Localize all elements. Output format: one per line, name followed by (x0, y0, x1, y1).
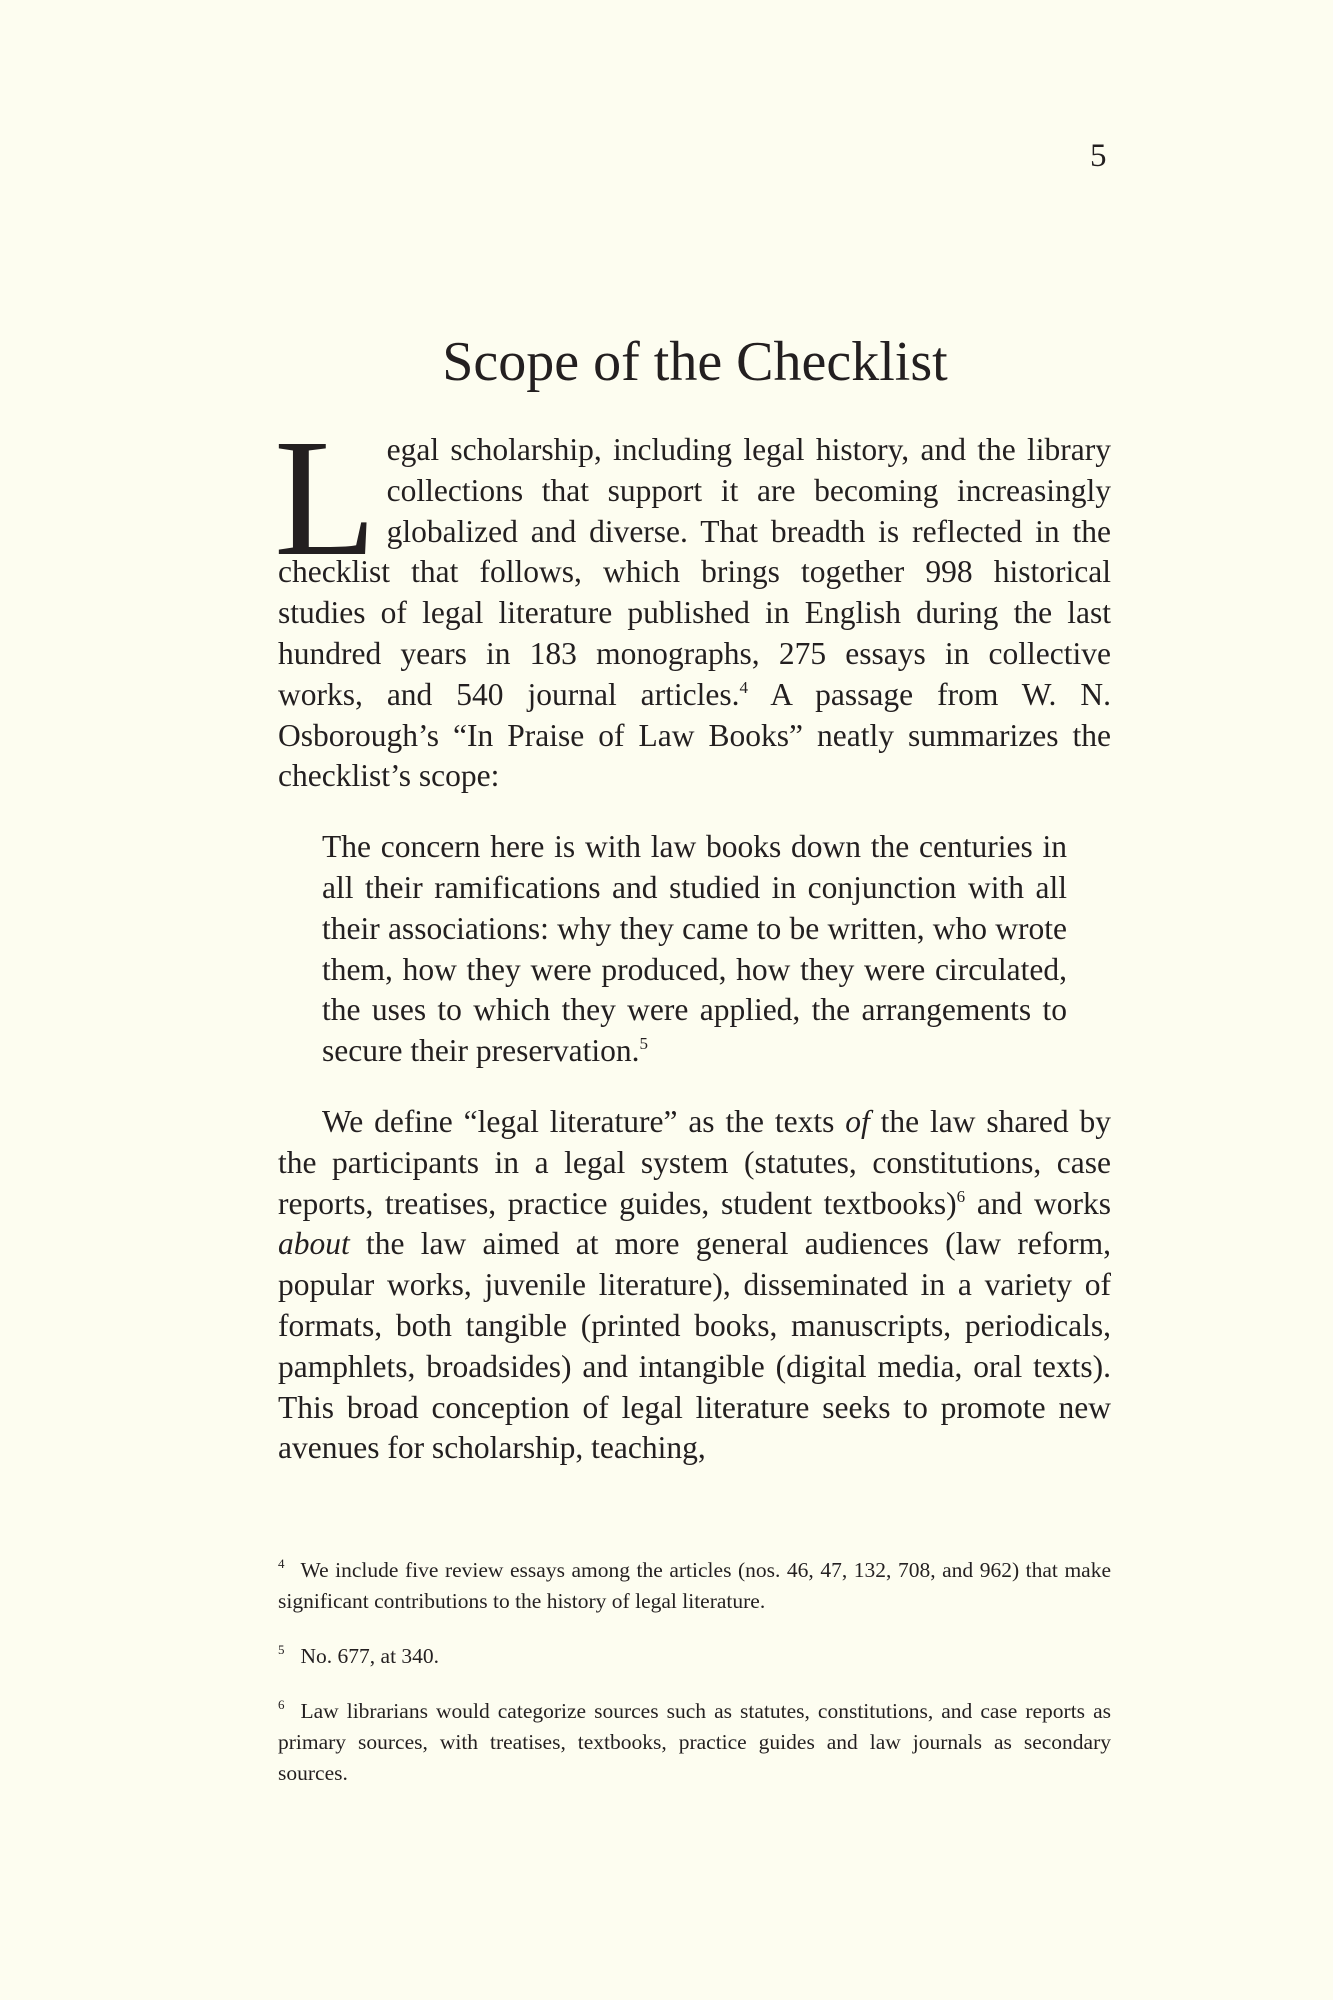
intro-text-b: A passage from W. N. Osborough’s “In Praise of Law Books” neatly summarizes the checklist’s scope: (278, 676, 1112, 794)
definition-text-d: the law aimed at more general audiences (law reform, popular works, juvenile literature), disseminated in a variety of formats, both tangible (printed books, manuscripts, periodicals, pamphlets, broadsides) and intangible (digital media, oral texts). This broad conception of legal literature seeks to promote new avenues for scholarship, teaching, (278, 1226, 1111, 1466)
footnote-number: 6 (278, 1697, 285, 1712)
footnotes (278, 1548, 1111, 1806)
block-quote (322, 827, 1067, 1072)
body-text (274, 405, 1112, 1469)
footnote-number: 5 (278, 1642, 285, 1657)
footnote-ref-6[interactable]: 6 (956, 1186, 966, 1206)
footnote-ref-5[interactable]: 5 (639, 1034, 648, 1054)
footnote-text: No. 677, at 340. (300, 1644, 440, 1668)
footnote-number: 4 (278, 1556, 285, 1571)
definition-text-c: and works (965, 1185, 1111, 1221)
footnote-ref-4[interactable]: 4 (739, 677, 748, 697)
footnote-text: Law librarians would categorize sources such as statutes, constitutions, and case reports as primary sources, with treatises, textbooks, practice guides and law journals as secondary sources. (278, 1699, 1111, 1785)
page-number: 5 (1090, 138, 1107, 174)
quote-text: The concern here is with law books down the centuries in all their ramifications and studied in conjunction with all their associations: why they came to be written, who wrote them, how they were produced, how they were circulated, the uses to which they were applied, the arrangements to secure their preservation. (322, 829, 1067, 1069)
definition-text-a: We define “legal literature” as the texts (322, 1103, 846, 1139)
definition-italic-about: about (278, 1226, 350, 1262)
footnote-6 (278, 1689, 1111, 1789)
intro-paragraph (274, 405, 1112, 797)
drop-cap: L (274, 405, 377, 591)
page-title: Scope of the Checklist (442, 331, 948, 393)
definition-paragraph (278, 1102, 1111, 1469)
footnote-4 (278, 1548, 1111, 1617)
footnote-text: We include five review essays among the articles (nos. 46, 47, 132, 708, and 962) that make significant contributions to the history of legal literature. (278, 1558, 1111, 1613)
intro-text-a: egal scholarship, including legal history, and the library collections that support it are becoming increasingly globalized and diverse. That breadth is reflected in the checklist that follows, which brings together 998 historical studies of legal literature published in English during the last hundred years in 183 monographs, 275 essays in collective works, and 540 journal articles. (278, 432, 1111, 712)
footnote-5 (278, 1634, 1111, 1672)
definition-italic-of: of (845, 1103, 870, 1139)
definition-text-b: the law shared by the participants in a legal system (statutes, constitutions, case reports, treatises, practice guides, student textbooks) (278, 1103, 1111, 1221)
